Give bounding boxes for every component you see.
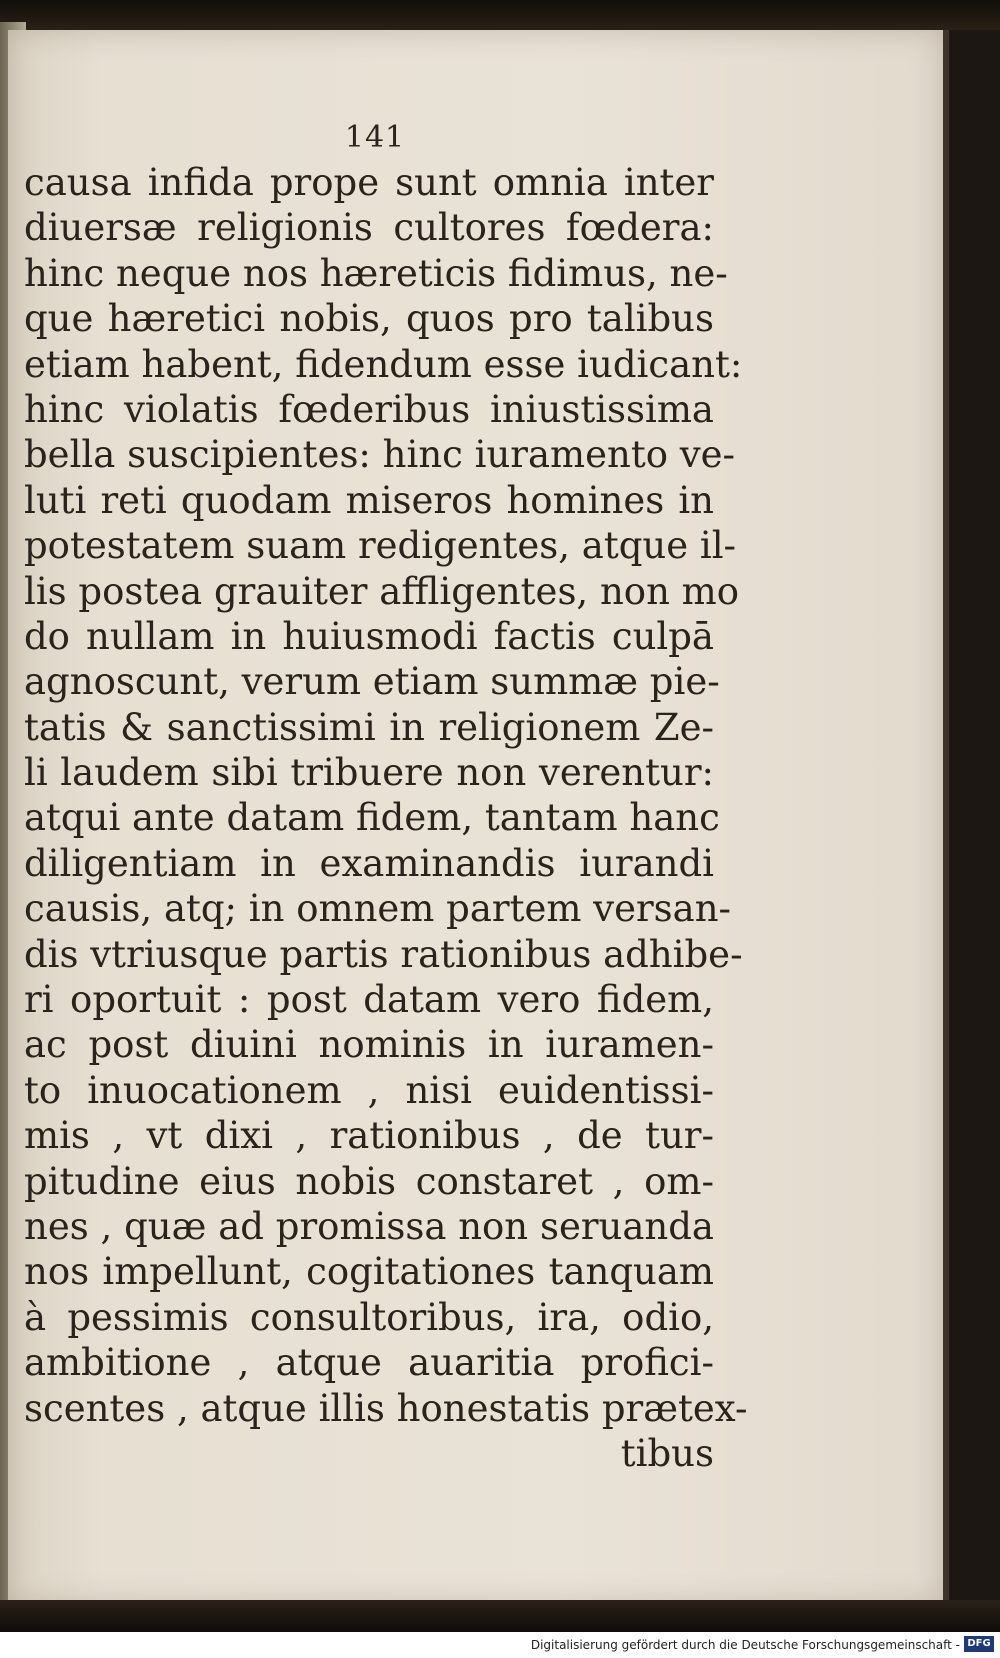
book-top-edge — [0, 0, 1000, 30]
text-line: ri oportuit : post datam vero fidem, — [24, 978, 714, 1022]
text-line: ac post diuini nominis in iuramen- — [24, 1023, 714, 1067]
text-line: tatis & sanctissimi in religionem Ze- — [24, 705, 714, 749]
catchword: tibus — [620, 1431, 714, 1475]
text-line: li laudem sibi tribuere non verentur: — [24, 751, 714, 795]
text-line: hinc violatis fœderibus iniustissima — [24, 387, 714, 431]
text-line: diuersæ religionis cultores fœdera: — [24, 206, 714, 250]
text-line: à pessimis consultoribus, ira, odio, — [24, 1295, 714, 1339]
text-line: pitudine eius nobis constaret , om- — [24, 1159, 714, 1203]
text-line: etiam habent, fidendum esse iudicant: — [24, 342, 743, 386]
text-line: ambitione , atque auaritia profici- — [24, 1341, 714, 1385]
text-line: que hæretici nobis, quos pro talibus — [24, 297, 714, 341]
text-line: nes , quæ ad promissa non seruanda — [24, 1204, 714, 1248]
footer-credit: Digitalisierung gefördert durch die Deutsche Forschungsgemeinschaft - — [530, 1638, 960, 1652]
text-line: to inuocationem , nisi euidentissi- — [24, 1068, 714, 1112]
text-line: dis vtriusque partis rationibus adhibe- — [24, 932, 743, 976]
text-line: lis postea grauiter affligentes, non mo — [24, 569, 740, 613]
text-line: do nullam in huiusmodi factis culpā — [24, 614, 714, 658]
text-line: scentes , atque illis honestatis prætex- — [24, 1386, 748, 1430]
text-line: diligentiam in examinandis iurandi — [24, 841, 714, 885]
text-line: potestatem suam redigentes, atque il- — [24, 524, 737, 568]
text-line: mis , vt dixi , rationibus , de tur- — [24, 1114, 714, 1158]
text-line: agnoscunt, verum etiam summæ pie- — [24, 660, 720, 704]
book-bottom-edge — [0, 1600, 1000, 1632]
text-line: atqui ante datam fidem, tantam hanc — [24, 796, 720, 840]
text-line: causa infida prope sunt omnia inter — [24, 161, 714, 204]
text-line: hinc neque nos hæreticis fidimus, ne- — [24, 251, 728, 295]
text-line: nos impellunt, cogitationes tanquam — [24, 1250, 714, 1294]
text-line: luti reti quodam miseros homines in — [24, 478, 714, 522]
dfg-logo: DFG — [964, 1636, 994, 1652]
text-line: bella suscipientes: hinc iuramento ve- — [24, 433, 736, 477]
page-number: 141 — [344, 120, 406, 155]
text-line: causis, atq; in omnem partem versan- — [24, 887, 732, 931]
page-text — [24, 160, 748, 1476]
